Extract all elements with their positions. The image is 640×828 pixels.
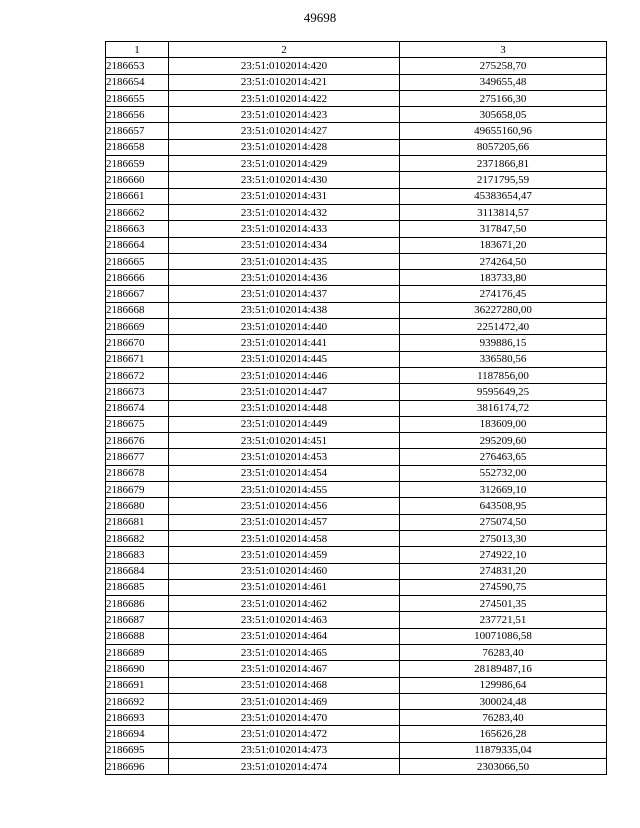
table-row	[106, 58, 607, 74]
cadastral-value-cell: 317847,50	[400, 221, 607, 237]
row-number-cell: 2186659	[106, 156, 169, 172]
cadastral-number-cell: 23:51:0102014:470	[169, 710, 400, 726]
cadastral-value-cell: 276463,65	[400, 449, 607, 465]
row-number-cell: 2186673	[106, 384, 169, 400]
cadastral-value-cell: 28189487,16	[400, 661, 607, 677]
row-number-cell: 2186672	[106, 367, 169, 383]
row-number-cell: 2186668	[106, 302, 169, 318]
column-header-2: 2	[169, 42, 400, 58]
cadastral-number-cell: 23:51:0102014:446	[169, 367, 400, 383]
table-row	[106, 563, 607, 579]
row-number-cell: 2186685	[106, 579, 169, 595]
cadastral-value-cell: 312669,10	[400, 482, 607, 498]
table-row	[106, 172, 607, 188]
table-row	[106, 221, 607, 237]
cadastral-value-cell: 76283,40	[400, 710, 607, 726]
cadastral-value-cell: 3816174,72	[400, 400, 607, 416]
cadastral-value-cell: 552732,00	[400, 465, 607, 481]
table-row	[106, 253, 607, 269]
cadastral-number-cell: 23:51:0102014:430	[169, 172, 400, 188]
cadastral-number-cell: 23:51:0102014:462	[169, 596, 400, 612]
cadastral-number-cell: 23:51:0102014:461	[169, 579, 400, 595]
row-number-cell: 2186665	[106, 253, 169, 269]
table-row	[106, 612, 607, 628]
cadastral-value-cell: 8057205,66	[400, 139, 607, 155]
cadastral-value-cell: 183609,00	[400, 416, 607, 432]
cadastral-value-cell: 643508,95	[400, 498, 607, 514]
row-number-cell: 2186660	[106, 172, 169, 188]
table-row	[106, 123, 607, 139]
cadastral-number-cell: 23:51:0102014:421	[169, 74, 400, 90]
row-number-cell: 2186689	[106, 644, 169, 660]
cadastral-value-cell: 36227280,00	[400, 302, 607, 318]
cadastral-number-cell: 23:51:0102014:467	[169, 661, 400, 677]
row-number-cell: 2186654	[106, 74, 169, 90]
table-row	[106, 547, 607, 563]
cadastral-value-cell: 49655160,96	[400, 123, 607, 139]
table-row	[106, 433, 607, 449]
cadastral-value-cell: 274501,35	[400, 596, 607, 612]
table-row	[106, 204, 607, 220]
row-number-cell: 2186675	[106, 416, 169, 432]
cadastral-value-cell: 2251472,40	[400, 319, 607, 335]
cadastral-number-cell: 23:51:0102014:437	[169, 286, 400, 302]
row-number-cell: 2186670	[106, 335, 169, 351]
cadastral-number-cell: 23:51:0102014:420	[169, 58, 400, 74]
cadastral-number-cell: 23:51:0102014:434	[169, 237, 400, 253]
cadastral-number-cell: 23:51:0102014:474	[169, 759, 400, 775]
table-row	[106, 465, 607, 481]
row-number-cell: 2186657	[106, 123, 169, 139]
table-row	[106, 286, 607, 302]
cadastral-number-cell: 23:51:0102014:436	[169, 270, 400, 286]
table-row	[106, 416, 607, 432]
row-number-cell: 2186694	[106, 726, 169, 742]
cadastral-value-cell: 165626,28	[400, 726, 607, 742]
cadastral-value-cell: 183733,80	[400, 270, 607, 286]
table-row	[106, 156, 607, 172]
row-number-cell: 2186666	[106, 270, 169, 286]
page-number: 49698	[303, 10, 337, 25]
cadastral-number-cell: 23:51:0102014:458	[169, 530, 400, 546]
cadastral-number-cell: 23:51:0102014:464	[169, 628, 400, 644]
cadastral-value-cell: 2371866,81	[400, 156, 607, 172]
table-row	[106, 188, 607, 204]
cadastral-value-cell: 274264,50	[400, 253, 607, 269]
table-row	[106, 596, 607, 612]
row-number-cell: 2186679	[106, 482, 169, 498]
table-row	[106, 644, 607, 660]
table-row	[106, 661, 607, 677]
cadastral-number-cell: 23:51:0102014:432	[169, 204, 400, 220]
cadastral-number-cell: 23:51:0102014:449	[169, 416, 400, 432]
row-number-cell: 2186667	[106, 286, 169, 302]
cadastral-number-cell: 23:51:0102014:438	[169, 302, 400, 318]
row-number-cell: 2186682	[106, 530, 169, 546]
row-number-cell: 2186686	[106, 596, 169, 612]
row-number-cell: 2186680	[106, 498, 169, 514]
table-row	[106, 351, 607, 367]
cadastral-number-cell: 23:51:0102014:454	[169, 465, 400, 481]
cadastral-number-cell: 23:51:0102014:460	[169, 563, 400, 579]
row-number-cell: 2186696	[106, 759, 169, 775]
cadastral-number-cell: 23:51:0102014:445	[169, 351, 400, 367]
cadastral-number-cell: 23:51:0102014:465	[169, 644, 400, 660]
cadastral-number-cell: 23:51:0102014:435	[169, 253, 400, 269]
table-row	[106, 107, 607, 123]
cadastral-number-cell: 23:51:0102014:440	[169, 319, 400, 335]
cadastral-value-cell: 305658,05	[400, 107, 607, 123]
row-number-cell: 2186693	[106, 710, 169, 726]
table-row	[106, 677, 607, 693]
table-row	[106, 498, 607, 514]
cadastral-number-cell: 23:51:0102014:431	[169, 188, 400, 204]
cadastral-value-cell: 275258,70	[400, 58, 607, 74]
cadastral-value-cell: 10071086,58	[400, 628, 607, 644]
cadastral-value-cell: 274590,75	[400, 579, 607, 595]
row-number-cell: 2186687	[106, 612, 169, 628]
cadastral-number-cell: 23:51:0102014:469	[169, 693, 400, 709]
row-number-cell: 2186661	[106, 188, 169, 204]
row-number-cell: 2186671	[106, 351, 169, 367]
row-number-cell: 2186683	[106, 547, 169, 563]
cadastral-number-cell: 23:51:0102014:429	[169, 156, 400, 172]
cadastral-value-cell: 274922,10	[400, 547, 607, 563]
column-header-3: 3	[400, 42, 607, 58]
cadastral-value-cell: 349655,48	[400, 74, 607, 90]
cadastral-value-table	[105, 41, 607, 775]
cadastral-number-cell: 23:51:0102014:441	[169, 335, 400, 351]
cadastral-value-cell: 295209,60	[400, 433, 607, 449]
table-row	[106, 514, 607, 530]
cadastral-value-cell: 2303066,50	[400, 759, 607, 775]
table-row	[106, 759, 607, 775]
table-row	[106, 530, 607, 546]
table-row	[106, 74, 607, 90]
cadastral-value-cell: 129986,64	[400, 677, 607, 693]
cadastral-value-cell: 2171795,59	[400, 172, 607, 188]
cadastral-value-cell: 275166,30	[400, 90, 607, 106]
table-row	[106, 742, 607, 758]
cadastral-value-cell: 274176,45	[400, 286, 607, 302]
table-row	[106, 693, 607, 709]
cadastral-number-cell: 23:51:0102014:457	[169, 514, 400, 530]
table-row	[106, 400, 607, 416]
cadastral-value-cell: 183671,20	[400, 237, 607, 253]
cadastral-value-cell: 300024,48	[400, 693, 607, 709]
table-row	[106, 90, 607, 106]
cadastral-number-cell: 23:51:0102014:459	[169, 547, 400, 563]
table-row	[106, 367, 607, 383]
table-row	[106, 710, 607, 726]
row-number-cell: 2186653	[106, 58, 169, 74]
table-row	[106, 482, 607, 498]
row-number-cell: 2186677	[106, 449, 169, 465]
row-number-cell: 2186691	[106, 677, 169, 693]
cadastral-value-cell: 1187856,00	[400, 367, 607, 383]
cadastral-value-cell: 274831,20	[400, 563, 607, 579]
row-number-cell: 2186662	[106, 204, 169, 220]
row-number-cell: 2186655	[106, 90, 169, 106]
cadastral-value-cell: 336580,56	[400, 351, 607, 367]
row-number-cell: 2186669	[106, 319, 169, 335]
table-row	[106, 726, 607, 742]
table-row	[106, 139, 607, 155]
table-row	[106, 384, 607, 400]
row-number-cell: 2186678	[106, 465, 169, 481]
cadastral-value-cell: 3113814,57	[400, 204, 607, 220]
cadastral-number-cell: 23:51:0102014:456	[169, 498, 400, 514]
cadastral-value-cell: 275013,30	[400, 530, 607, 546]
cadastral-value-cell: 939886,15	[400, 335, 607, 351]
row-number-cell: 2186688	[106, 628, 169, 644]
table-row	[106, 628, 607, 644]
table-row	[106, 579, 607, 595]
cadastral-value-cell: 237721,51	[400, 612, 607, 628]
row-number-cell: 2186676	[106, 433, 169, 449]
table-row	[106, 302, 607, 318]
row-number-cell: 2186656	[106, 107, 169, 123]
row-number-cell: 2186663	[106, 221, 169, 237]
row-number-cell: 2186692	[106, 693, 169, 709]
cadastral-number-cell: 23:51:0102014:463	[169, 612, 400, 628]
cadastral-number-cell: 23:51:0102014:433	[169, 221, 400, 237]
row-number-cell: 2186684	[106, 563, 169, 579]
cadastral-value-cell: 275074,50	[400, 514, 607, 530]
cadastral-number-cell: 23:51:0102014:422	[169, 90, 400, 106]
row-number-cell: 2186664	[106, 237, 169, 253]
row-number-cell: 2186674	[106, 400, 169, 416]
row-number-cell: 2186681	[106, 514, 169, 530]
cadastral-number-cell: 23:51:0102014:427	[169, 123, 400, 139]
table-body	[106, 58, 607, 775]
cadastral-number-cell: 23:51:0102014:468	[169, 677, 400, 693]
cadastral-number-cell: 23:51:0102014:473	[169, 742, 400, 758]
row-number-cell: 2186690	[106, 661, 169, 677]
cadastral-number-cell: 23:51:0102014:423	[169, 107, 400, 123]
table-row	[106, 237, 607, 253]
cadastral-value-cell: 45383654,47	[400, 188, 607, 204]
table-row	[106, 335, 607, 351]
cadastral-value-cell: 9595649,25	[400, 384, 607, 400]
cadastral-number-cell: 23:51:0102014:428	[169, 139, 400, 155]
table-row	[106, 449, 607, 465]
row-number-cell: 2186695	[106, 742, 169, 758]
cadastral-number-cell: 23:51:0102014:472	[169, 726, 400, 742]
table-header-row	[106, 42, 607, 58]
row-number-cell: 2186658	[106, 139, 169, 155]
column-header-1: 1	[106, 42, 169, 58]
table-row	[106, 319, 607, 335]
cadastral-number-cell: 23:51:0102014:453	[169, 449, 400, 465]
cadastral-value-cell: 11879335,04	[400, 742, 607, 758]
cadastral-number-cell: 23:51:0102014:455	[169, 482, 400, 498]
cadastral-number-cell: 23:51:0102014:447	[169, 384, 400, 400]
cadastral-value-cell: 76283,40	[400, 644, 607, 660]
cadastral-number-cell: 23:51:0102014:448	[169, 400, 400, 416]
cadastral-number-cell: 23:51:0102014:451	[169, 433, 400, 449]
table-row	[106, 270, 607, 286]
